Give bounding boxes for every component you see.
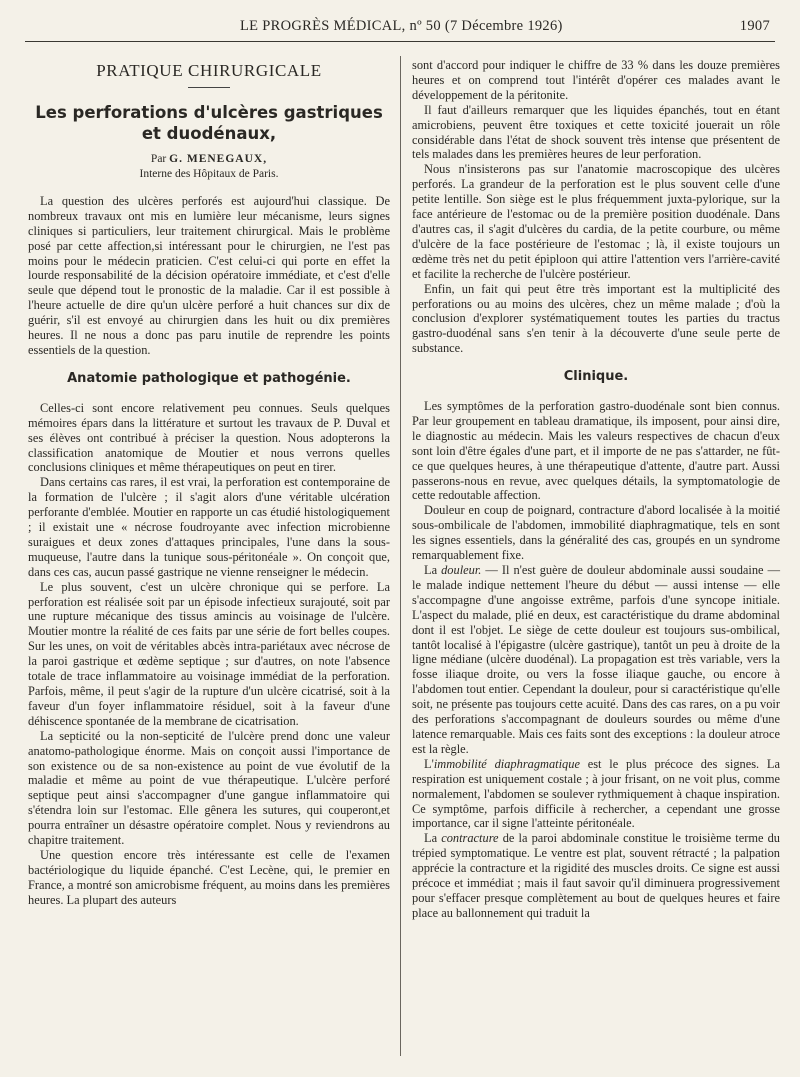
- anatomie-paragraph: Celles-ci sont encore relativement peu connues. Seuls quelques mémoires épars dans la littérature et surtout les travaux de P. Duval et ses élèves ont contribué à préciser la question. Nous adopterons la classification anatomique de Moutier et nous verrons quelles conclusions cliniques et même thérapeutiques on peut en tirer.: [28, 400, 390, 475]
- contracture-term: contracture: [441, 831, 499, 846]
- article-title-line2: et duodénaux,: [141, 123, 277, 143]
- douleur-term: douleur.: [441, 563, 482, 577]
- author-affiliation: Interne des Hôpitaux de Paris.: [139, 167, 279, 180]
- article-title: [28, 102, 390, 144]
- body-paragraph: Nous n'insisterons pas sur l'anatomie macroscopique des ulcères perforés. La grandeur de la perforation est le plus souvent celle d'une petite lentille. Son siège est le plus fréquemment juxta-pylorique, sur la face antérieure de l'estomac ou de la première position duodénale. Dans d'autres cas, il s'agit d'ulcères du cardia, de la petite courbure, ou même d'ulcère de la face postérieure de l'estomac ; là, il existe toujours un œdème très net du petit épiploon qui attire l'attention vers l'arrière-cavité et facilite la recherche de l'ulcère postérieur.: [412, 162, 780, 281]
- author-name: G. MENEGAUX,: [169, 152, 268, 165]
- column-divider: [400, 56, 401, 1056]
- subhead-clinique: Clinique.: [563, 369, 629, 385]
- right-column: [412, 58, 780, 921]
- byline-prefix: Par: [150, 152, 167, 165]
- immobilite-paragraph: L'immobilité diaphragmatique est le plus précoce des signes. La respiration est uniquement costale ; à jour frisant, on ne voit plus, comme normalement, l'abdomen se soulever rythmiquement à chaque inspiration. Ce symptôme, parfois difficile à rechercher, a cependant une grosse importance, car il signe l'atteinte péritonéale.: [412, 756, 780, 831]
- anatomie-paragraph: La septicité ou la non-septicité de l'ulcère prend donc une valeur anatomo-pathologique énorme. Mais on conçoit aussi l'importance de son existence ou de sa non-existence au point de vue évolutif de la maladie et même au point de vue thérapeutique. L'ulcère perforé septique peut ainsi s'accompagner d'une gangue inflammatoire qui s'étendra loin sur l'estomac. Elle gênera les sutures, qui couperont,et pourra entraîner un désastre opératoire complet. Nous y reviendrons au chapitre traitement.: [28, 728, 390, 848]
- anatomie-paragraph: Le plus souvent, c'est un ulcère chronique qui se perfore. La perforation est réalisée soit par un épisode infectieux surajouté, soit par une rupture mécanique des tissus amincis au voisinage de l'ulcère. Moutier montre la réalité de ces faits par une série de fort belles coupes. Sur les unes, on voit de véritables abcès intra-pariétaux avec nécrose de la paroi gastrique et œdème septique ; sur d'autres, on note l'absence totale de trace inflammatoire au voisinage immédiat de la perforation. Parfois, même, il peut s'agir de la rupture d'un ulcère cicatrisé, soit à la faveur d'un foyer inflammatoire résiduel, soit à la faveur d'une déhiscence spontanée de la membrane de cicatrisation.: [28, 579, 390, 728]
- continued-paragraph: sont d'accord pour indiquer le chiffre de 33 % dans les douze premières heures et on comprend tout l'intérêt d'opérer ces malades avant le développement de la péritonite.: [412, 58, 780, 102]
- contracture-paragraph: La contracture de la paroi abdominale constitue le troisième terme du trépied symptomatique. Le ventre est plat, souvent rétracté ; la palpation apprécie la contracture et la rigidité des muscles droits. Ce signe est aussi précoce et immédiat ; mais il faut savoir qu'il diminuera progressivement pour s'effacer presque complètement au bout de quelques heures et faire place au ballonnement qui traduit la: [412, 831, 780, 920]
- subhead-anatomie: Anatomie pathologique et pathogénie.: [67, 370, 351, 386]
- section-rule: [188, 87, 230, 88]
- running-header: [25, 18, 770, 40]
- left-column: [28, 58, 390, 908]
- article-title-line1: Les perforations d'ulcères gastriques: [35, 102, 383, 122]
- header-rule: [25, 41, 775, 42]
- anatomie-paragraph: Une question encore très intéressante est celle de l'examen bactériologique du liquide épanché. C'est Lecène, qui, le premier en France, a montré son amicrobisme fréquent, au moins dans les premières heures. La plupart des auteurs: [28, 847, 390, 907]
- intro-paragraph: La question des ulcères perforés est aujourd'hui classique. De nombreux travaux ont mis en lumière leur mécanisme, leurs signes cliniques si particuliers, leur traitement chirurgical. Mais le problème posé par cette affection,si intéressant pour le chirurgien, ne l'est pas moins pour le médecin praticien. C'est celui-ci qui porte en effet la lourde responsabilité de la décision opératoire immédiate, et c'est d'elle seule que dépend tout le pronostic de la maladie. Car il est possible à l'heure actuelle de dire qu'un ulcère perforé a huit chances sur dix de guérir, s'il est envoyé au chirurgien dans les huit ou dix premières heures. Il ne nous a donc pas paru inutile de reprendre les points essentiels de la question.: [28, 193, 390, 357]
- body-paragraph: Enfin, un fait qui peut être très important est la multiplicité des perforations ou au moins des ulcères, chez un même malade ; d'où la conclusion d'explorer systématiquement toutes les parties du tractus gastro-duodénal sans s'en tenir à la découverte d'une seule perte de substance.: [412, 281, 780, 356]
- clinique-paragraph: Les symptômes de la perforation gastro-duodénale sont bien connus. Par leur groupement en tableau dramatique, ils imposent, pour ainsi dire, le diagnostic au médecin. Mais les valeurs respectives de chacun d'eux sont loin d'être égales d'une part, et il importe de ne pas s'attarder, ne fût-ce que quelques heures, à une thérapeutique d'attente, d'autre part. Aussi passerons-nous en revue, avec quelques détails, la symptomatologie de cette redoutable affection.: [412, 399, 780, 503]
- page-number: 1907: [739, 18, 770, 34]
- clinique-paragraph: Douleur en coup de poignard, contracture d'abord localisée à la moitié sous-ombilicale de l'abdomen, immobilité diaphragmatique, tels en sont les signes essentiels, dans la généralité des cas, groupés en un syndrome remarquablement fixe.: [412, 503, 780, 563]
- immobilite-term: immobilité diaphragmatique: [433, 756, 580, 771]
- byline: [28, 152, 390, 182]
- journal-title: LE PROGRÈS MÉDICAL, nº 50 (7 Décembre 1926): [240, 18, 563, 34]
- body-paragraph: Il faut d'ailleurs remarquer que les liquides épanchés, tout en étant amicrobiens, peuvent être toxiques et cette toxicité jouerait un rôle considérable dans l'état de shock souvent très intense que présentent de tels malades dans les premières heures de leur perforation.: [412, 102, 780, 162]
- douleur-paragraph: La douleur. — Il n'est guère de douleur abdominale aussi soudaine — le malade indique nettement l'heure du début — aussi intense — elle s'accompagne d'une angoisse extrême, parfois d'une syncope initiale. L'aspect du malade, plié en deux, est caractéristique du drame abdominal dont il est l'objet. Le siège de cette douleur est toujours sus-ombilical, tantôt localisé à l'épigastre (ulcère gastrique), tantôt un peu à droite de la ligne médiane (ulcère duodénal). La propagation est très variable, vers la fosse iliaque droite, ou vers la fosse iliaque gauche, ou encore à l'abdomen tout entier. Cependant la douleur, pour si caractéristique qu'elle soit, ne présente pas toujours cette acuité. Dans des cas rares, on a pu voir des perforations s'accompagnant de douleurs sourdes ou même d'une latence remarquable. Mais ces faits sont des exceptions : la douleur atroce est la règle.: [412, 563, 780, 756]
- section-label: PRATIQUE CHIRURGICALE: [96, 61, 322, 80]
- anatomie-paragraph: Dans certains cas rares, il est vrai, la perforation est contemporaine de la formation de l'ulcère ; il s'agit alors d'une véritable ulcération perforante d'emblée. Moutier en rapporte un cas étudié histologiquement ; il existait une « nécrose foudroyante avec infection microbienne suraigues et deux zones d'attaques principales, l'une dans la sous-muqueuse, l'autre dans la tunique sous-péritonéale ». On conçoit que, dans ces cas, aucun passé gastrique ne vienne renseigner le médecin.: [28, 475, 390, 579]
